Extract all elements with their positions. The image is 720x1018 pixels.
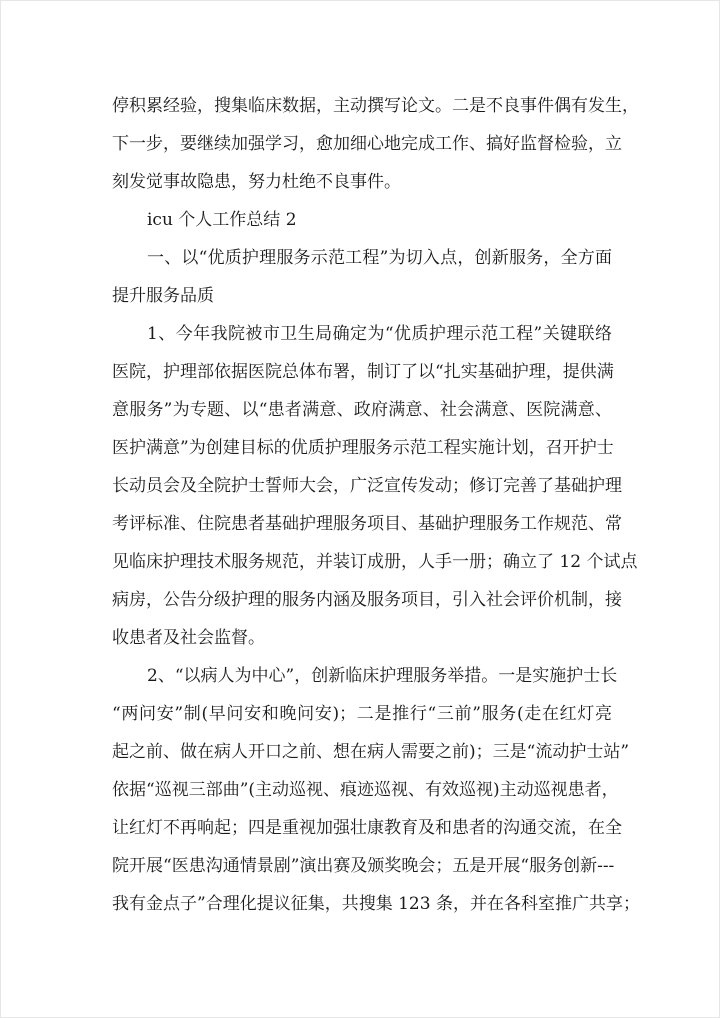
section-heading: icu 个人工作总结 2 [147, 210, 297, 230]
text-line: 病房，公告分级护理的服务内涵及服务项目，引入社会评价机制，接 [112, 590, 622, 610]
text-line: 长动员会及全院护士誓师大会，广泛宣传发动；修订完善了基础护理 [112, 476, 622, 496]
text-line: 收患者及社会监督。 [112, 628, 265, 648]
text-line: 停积累经验，搜集临床数据，主动撰写论文。二是不良事件偶有发生， [112, 96, 639, 116]
text-line: 让红灯不再响起；四是重视加强壮康教育及和患者的沟通交流，在全 [112, 818, 622, 838]
text-line: 下一步，要继续加强学习，愈加细心地完成工作、搞好监督检验，立 [112, 134, 622, 154]
text-line: 刻发觉事故隐患，努力杜绝不良事件。 [112, 172, 401, 192]
text-line: 医院，护理部依据医院总体布署，制订了以“扎实基础护理，提供满 [112, 362, 614, 382]
text-line: 医护满意”为创建目标的优质护理服务示范工程实施计划，召开护士 [112, 438, 614, 458]
text-line: “两问安”制(早问安和晚问安)；二是推行“三前”服务(走在红灯亮 [112, 704, 612, 724]
text-line: 见临床护理技术服务规范，并装订成册，人手一册；确立了 12 个试点 [112, 552, 638, 572]
text-line: 提升服务品质 [112, 286, 214, 306]
text-line: 一、以“优质护理服务示范工程”为切入点，创新服务，全方面 [147, 248, 612, 268]
text-line: 院开展“医患沟通情景剧”演出赛及颁奖晚会；五是开展“服务创新--- [112, 856, 615, 876]
text-line: 依据“巡视三部曲”(主动巡视、痕迹巡视、有效巡视)主动巡视患者， [112, 780, 619, 800]
text-line: 意服务”为专题、以“患者满意、政府满意、社会满意、医院满意、 [112, 400, 612, 420]
text-line: 2、“以病人为中心”，创新临床护理服务举措。一是实施护士长 [147, 666, 618, 686]
text-line: 1、今年我院被市卫生局确定为“优质护理示范工程”关键联络 [147, 324, 612, 344]
text-line: 考评标准、住院患者基础护理服务项目、基础护理服务工作规范、常 [112, 514, 622, 534]
text-line: 我有金点子”合理化提议征集，共搜集 123 条，并在各科室推广共享； [112, 894, 640, 914]
text-line: 起之前、做在病人开口之前、想在病人需要之前)；三是“流动护士站” [112, 742, 630, 762]
